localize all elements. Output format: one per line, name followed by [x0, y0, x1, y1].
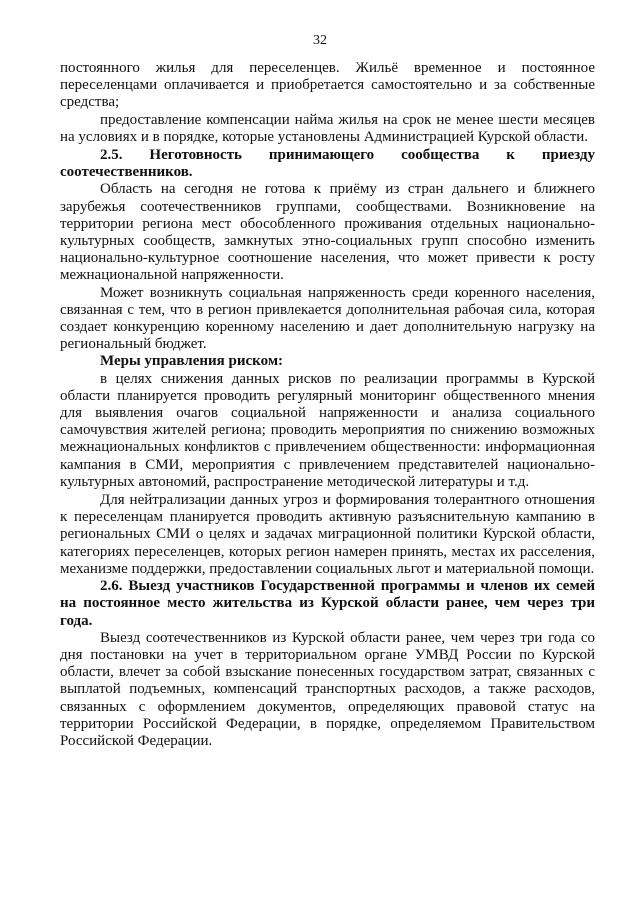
section-heading-2-6: 2.6. Выезд участников Государственной программы и членов их семей на постоянное место жительства из Курской области ранее, чем через три года.	[60, 578, 595, 629]
paragraph-social-tension: Может возникнуть социальная напряженность среди коренного населения, связанная с тем, что в регион привлекается дополнительная рабочая сила, которая создает конкуренцию коренному населению и дает дополнительную нагрузку на региональный бюджет.	[60, 284, 595, 353]
paragraph-region-not-ready: Область на сегодня не готова к приёму из стран дальнего и ближнего зарубежья соотечественников группами, сообществами. Возникновение на территории региона мест обособленного проживания отдельных национально-культурных сообществ, замкнутых этно-социальных групп способно изменить национально-культурное соотношение населения, что может привести к росту межнациональной напряженности.	[60, 181, 595, 284]
paragraph-tolerance-campaign: Для нейтрализации данных угроз и формирования толерантного отношения к переселенцам планируется проводить активную разъяснительную кампанию в региональных СМИ о целях и задачах миграционной политики Курской области, категориях переселенцев, которых регион намерен принять, местах их расселения, механизме поддержки, предоставлении социальных льгот и материальной помощи.	[60, 492, 595, 577]
section-heading-2-5: 2.5. Неготовность принимающего сообщества к приезду соотечественников.	[60, 147, 595, 181]
paragraph-monitoring: в целях снижения данных рисков по реализации программы в Курской области планируется проводить регулярный мониторинг общественного мнения для выявления очагов социальной напряженности и анализа социального самочувствия жителей региона; проводить мероприятия по снижению возможных межнациональных конфликтов с привлечением общественности: информационная кампания в СМИ, мероприятия с привлечением представителей национально-культурных автономий, распространение методической литературы и т.д.	[60, 370, 595, 490]
paragraph-early-departure: Выезд соотечественников из Курской области ранее, чем через три года со дня постановки на учет в территориальном органе УМВД России по Курской области, влечет за собой взыскание понесенных государством затрат, связанных с выплатой подъемных, компенсаций транспортных расходов, а также расходов, связанных с оформлением документов, определяющих правовой статус на территории Российской Федерации, в порядке, определяемом Правительством Российской Федерации.	[60, 629, 595, 749]
document-body	[60, 60, 595, 750]
subheading-risk-measures: Меры управления риском:	[100, 353, 284, 370]
page-number: 32	[313, 33, 327, 48]
paragraph-housing-continuation: постоянного жилья для переселенцев. Жильё временное и постоянное переселенцами оплачивается и приобретается самостоятельно и за собственные средства;	[60, 60, 595, 111]
paragraph-rent-compensation: предоставление компенсации найма жилья на срок не менее шести месяцев на условиях и в порядке, которые установлены Администрацией Курской области.	[60, 111, 595, 145]
